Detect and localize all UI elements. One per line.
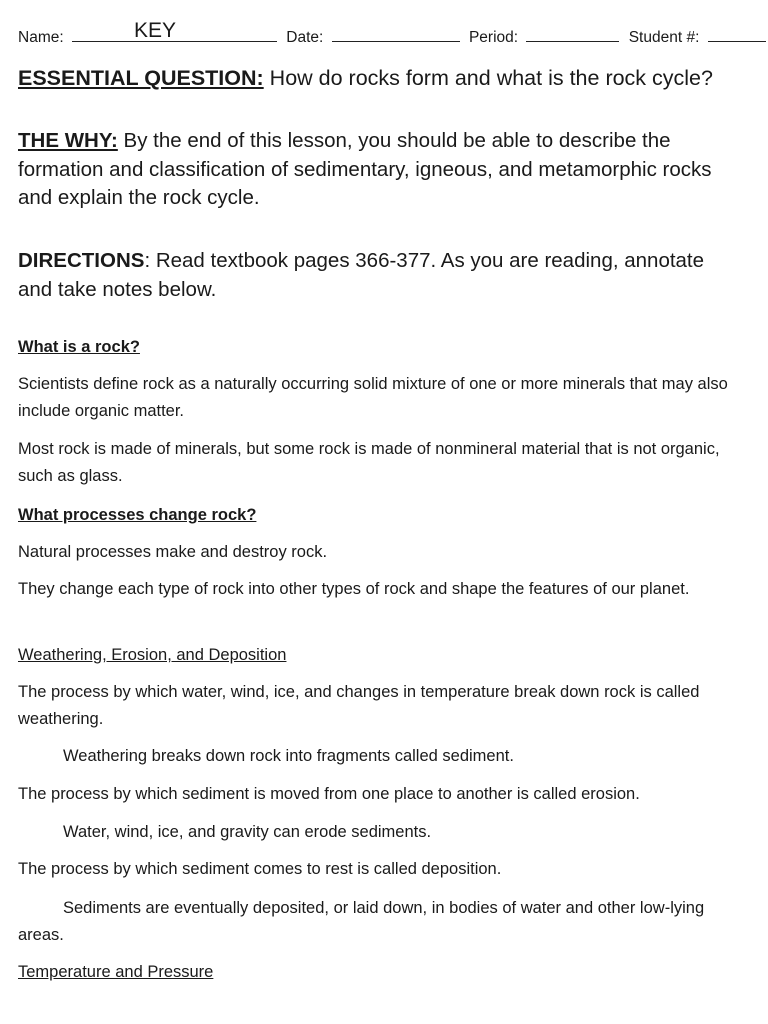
date-label: Date: (286, 29, 324, 46)
date-field[interactable] (332, 27, 460, 42)
paragraph-deposited: Sediments are eventually deposited, or laid down, in bodies of water and other low-lying areas. (18, 899, 705, 944)
paragraph-natural-processes: Natural processes make and destroy rock. (18, 543, 328, 561)
section-heading-processes: What processes change rock? (18, 506, 257, 524)
essential-question-label: ESSENTIAL QUESTION: (18, 66, 264, 90)
subheading-weathering-text: Weathering, Erosion, and Deposition (18, 646, 287, 664)
paragraph-erosion: The process by which sediment is moved from one place to another is called erosion. (18, 785, 640, 803)
directions-text: : Read textbook pages 366-377. As you are reading, annotate and take notes below. (18, 249, 705, 301)
essential-question (18, 66, 713, 91)
paragraph-rock-definition: Scientists define rock as a naturally occurring solid mixture of one or more minerals that may also include organic matter. (18, 375, 728, 420)
period-field[interactable] (526, 27, 619, 42)
paragraph-change-rock: They change each type of rock into other types of rock and shape the features of our planet. (18, 580, 690, 598)
student-number-label: Student #: (628, 29, 700, 46)
paragraph-erode-sediments: Water, wind, ice, and gravity can erode sediments. (63, 823, 432, 841)
paragraph-weathering: The process by which water, wind, ice, and changes in temperature break down rock is called weathering. (18, 683, 700, 728)
period-label: Period: (468, 29, 519, 46)
the-why-label: THE WHY: (18, 129, 118, 152)
paragraph-sediment: Weathering breaks down rock into fragments called sediment. (63, 747, 514, 765)
student-info-line (18, 19, 753, 47)
paragraph-deposition: The process by which sediment comes to rest is called deposition. (18, 860, 502, 878)
subheading-temperature (18, 959, 748, 986)
the-why-text: By the end of this lesson, you should be able to describe the formation and classification of sedimentary, igneous, and metamorphic rocks and explain the rock cycle. (18, 129, 712, 209)
name-field[interactable] (72, 19, 277, 42)
name-value: KEY (133, 19, 176, 42)
paragraph-rock-minerals: Most rock is made of minerals, but some rock is made of nonmineral material that is not organic, such as glass. (18, 440, 720, 485)
subheading-weathering (18, 642, 748, 669)
section-heading-what-is-rock: What is a rock? (18, 338, 140, 356)
essential-question-text: How do rocks form and what is the rock cycle? (263, 66, 713, 90)
name-label: Name: (18, 29, 64, 46)
directions (18, 247, 743, 304)
student-number-field[interactable] (708, 27, 766, 42)
directions-label: DIRECTIONS (18, 249, 145, 272)
the-why (18, 127, 743, 213)
subheading-temperature-text: Temperature and Pressure (18, 963, 214, 981)
